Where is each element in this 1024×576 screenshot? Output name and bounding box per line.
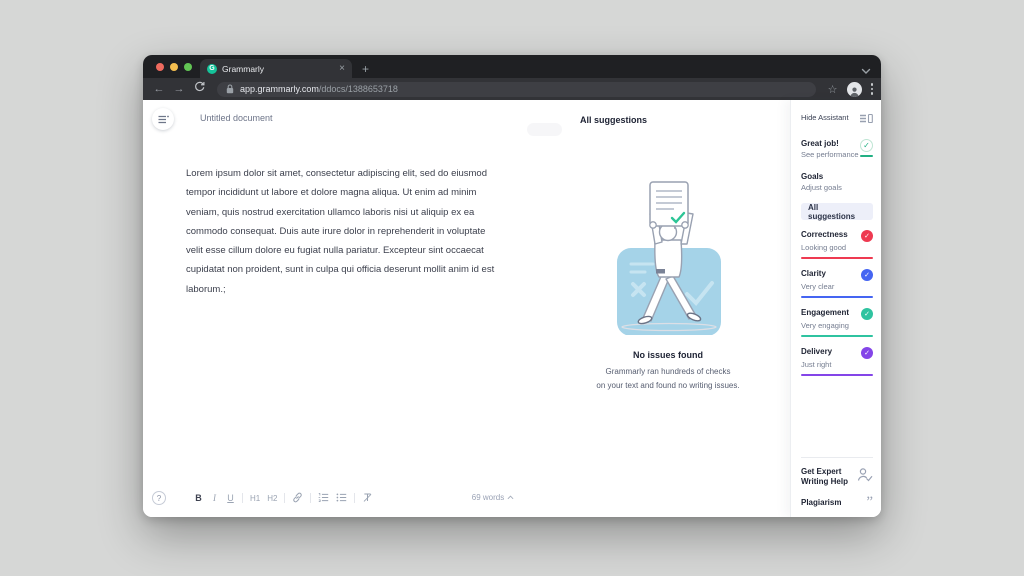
grammarly-favicon-icon: G xyxy=(207,64,217,74)
hide-assistant-icon xyxy=(859,113,873,124)
new-tab-button[interactable]: + xyxy=(362,61,370,76)
toolbar-divider xyxy=(242,493,243,503)
toolbar-divider xyxy=(354,493,355,503)
performance-subtitle: See performance xyxy=(801,150,859,159)
browser-toolbar xyxy=(143,78,881,100)
category-accent-bar xyxy=(801,296,873,298)
plagiarism-button[interactable] xyxy=(801,494,873,510)
browser-tab-strip xyxy=(143,55,881,78)
category-check-icon: ✓ xyxy=(861,230,873,242)
expert-help-line2: Writing Help xyxy=(801,477,848,486)
panel-scroll-indicator xyxy=(527,123,562,136)
category-card[interactable] xyxy=(801,347,873,376)
category-status: Very engaging xyxy=(801,321,849,330)
expert-help-line1: Get Expert xyxy=(801,467,842,476)
bookmark-star-icon[interactable]: ☆ xyxy=(827,83,838,96)
forward-button[interactable]: → xyxy=(173,83,185,95)
no-issues-illustration xyxy=(593,180,743,340)
category-title: Engagement xyxy=(801,308,850,317)
heading2-button[interactable]: H2 xyxy=(267,493,278,503)
empty-state-caption-line1: Grammarly ran hundreds of checks xyxy=(605,367,731,376)
tab-title: Grammarly xyxy=(222,63,265,74)
category-card[interactable] xyxy=(801,230,873,259)
toolbar-divider xyxy=(284,493,285,503)
url-host: app.grammarly.com xyxy=(240,84,319,94)
app-menu-button[interactable] xyxy=(152,108,174,130)
performance-title: Great job! xyxy=(801,139,839,148)
hide-assistant-label: Hide Assistant xyxy=(801,113,849,122)
url-path: /ddocs/1388653718 xyxy=(318,84,398,94)
category-title: Delivery xyxy=(801,347,833,356)
help-button[interactable]: ? xyxy=(152,491,166,505)
profile-avatar[interactable] xyxy=(847,82,862,97)
performance-card[interactable] xyxy=(801,139,873,159)
category-status: Very clear xyxy=(801,282,835,291)
empty-state-title: No issues found xyxy=(632,350,703,360)
category-check-icon: ✓ xyxy=(861,347,873,359)
document-text-line: commodo consequat. Duis aute irure dolor in reprehenderit in voluptate xyxy=(186,225,486,237)
category-check-icon: ✓ xyxy=(861,269,873,281)
italic-button[interactable]: I xyxy=(213,493,216,503)
document-text-line: Lorem ipsum dolor sit amet, consectetur adipiscing elit, sed do eiusmod xyxy=(186,168,487,179)
word-count-label: 69 words xyxy=(471,493,505,502)
plagiarism-label: Plagiarism xyxy=(801,497,842,507)
hamburger-menu-icon xyxy=(158,115,169,124)
goals-subtitle: Adjust goals xyxy=(801,183,842,192)
lock-icon xyxy=(226,84,234,94)
goals-card[interactable] xyxy=(801,172,873,192)
numbered-list-button[interactable] xyxy=(318,492,329,505)
document-text-line: velit esse cillum dolore eu fugiat nulla pariatur. Excepteur sint occaecat xyxy=(186,245,484,257)
category-accent-bar xyxy=(801,257,873,259)
tab-search-chevron-icon[interactable] xyxy=(861,62,871,80)
sidebar-spacer xyxy=(801,376,873,457)
browser-tab-grammarly[interactable] xyxy=(200,59,352,78)
category-status: Just right xyxy=(801,360,832,369)
browser-menu-icon[interactable] xyxy=(871,83,874,95)
window-controls xyxy=(156,63,192,71)
format-toolbar xyxy=(194,490,373,506)
heading1-button[interactable]: H1 xyxy=(250,493,261,503)
assistant-sidebar xyxy=(790,100,881,517)
expert-person-icon xyxy=(857,467,873,482)
underline-button[interactable]: U xyxy=(227,493,234,503)
grammarly-app xyxy=(143,100,881,517)
filter-all-suggestions[interactable]: All suggestions xyxy=(801,203,873,220)
document-text-line: laborum.; xyxy=(186,283,226,295)
reload-button[interactable] xyxy=(191,81,207,97)
category-status: Looking good xyxy=(801,243,847,252)
document-text-line: tempor incididunt ut labore et dolore magna aliqua. Ut enim ad minim xyxy=(186,187,477,199)
empty-state-caption-line2: on your text and found no writing issues. xyxy=(596,381,740,390)
word-count-toggle[interactable] xyxy=(433,493,553,502)
category-check-icon: ✓ xyxy=(861,308,873,320)
toolbar-divider xyxy=(310,493,311,503)
document-title[interactable]: Untitled document xyxy=(200,113,273,123)
category-list xyxy=(801,220,873,376)
category-title: Correctness xyxy=(801,230,848,239)
sidebar-divider xyxy=(801,457,873,458)
close-window-button[interactable] xyxy=(156,63,164,71)
category-title: Clarity xyxy=(801,269,826,278)
close-tab-icon[interactable]: × xyxy=(339,62,345,74)
back-button[interactable]: ← xyxy=(153,83,165,95)
category-card[interactable] xyxy=(801,269,873,298)
bullet-list-button[interactable] xyxy=(336,492,347,505)
performance-check-icon: ✓ xyxy=(860,139,873,152)
hide-assistant-row[interactable] xyxy=(801,113,873,124)
toolbar-right-icons xyxy=(828,82,873,97)
suggestions-header: All suggestions xyxy=(580,115,648,125)
category-card[interactable] xyxy=(801,308,873,337)
expert-help-button[interactable] xyxy=(801,467,873,487)
address-bar[interactable] xyxy=(217,82,816,97)
performance-score-bar xyxy=(860,155,873,157)
bold-button[interactable]: B xyxy=(195,493,202,503)
chevron-up-icon xyxy=(507,495,514,500)
minimize-window-button[interactable] xyxy=(170,63,178,71)
document-text-line: veniam, quis nostrud exercitation ullamco laboris nisi ut aliquip ex ea xyxy=(186,206,475,218)
clear-formatting-button[interactable] xyxy=(362,492,373,505)
document-text[interactable] xyxy=(186,164,546,299)
category-accent-bar xyxy=(801,335,873,337)
plagiarism-quotes-icon: ” xyxy=(866,494,873,510)
link-button[interactable] xyxy=(292,492,303,505)
goals-title: Goals xyxy=(801,172,824,181)
document-text-line: cupidatat non proident, sunt in culpa qui officia deserunt mollit anim id est xyxy=(186,264,495,276)
browser-window xyxy=(143,55,881,517)
zoom-window-button[interactable] xyxy=(184,63,192,71)
